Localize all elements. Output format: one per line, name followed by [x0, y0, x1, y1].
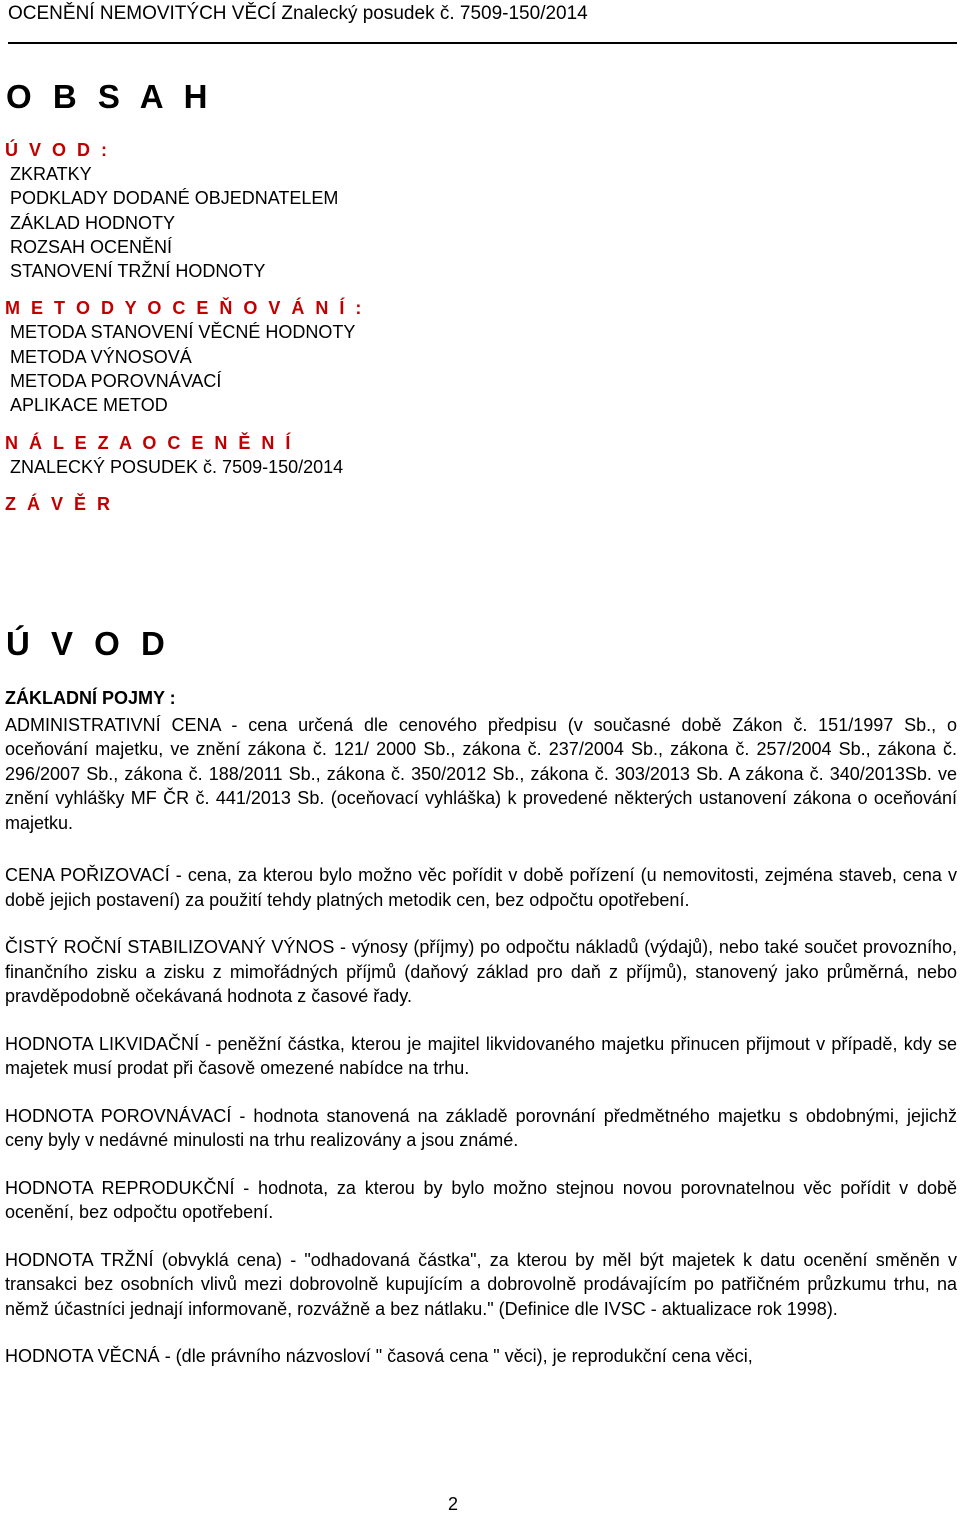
definition-paragraph: HODNOTA VĚCNÁ - (dle právního názvosloví " časová cena " věci), je reprodukční cena věci,	[5, 1346, 753, 1366]
toc-item: PODKLADY DODANÉ OBJEDNATELEM	[10, 188, 339, 209]
paragraph-administrative-price: ADMINISTRATIVNÍ CENA - cena určená dle cenového předpisu (v současné době Zákon č. 151/1997 Sb., o oceňování majetku, ve znění zákona č. 121/ 2000 Sb., zákona č. 237/2004 Sb., zákona č. 257/2004 Sb., zákona č. 296/2007 Sb., zákona č. 188/2011 Sb., zákona č. 350/2012 Sb., zákona č. 303/2013 Sb. A zákona č. 340/2013Sb. ve znění vyhlášky MF ČR č. 441/2013 Sb. (oceňovací vyhláška) k provedené některých ustanovení zákona o oceňování majetku.	[5, 714, 957, 833]
toc-item: ZNALECKÝ POSUDEK č. 7509-150/2014	[10, 456, 344, 477]
toc-heading-uvod: Ú V O D :	[5, 140, 111, 160]
toc-heading-nalez: N Á L E Z A O C E N Ě N Í	[5, 432, 294, 453]
definition-paragraph: HODNOTA POROVNÁVACÍ - hodnota stanovená na základě porovnání předmětného majetku s obdobnými, jejichž ceny byly v nedávné minulosti na trhu realizovány a jsou známé.	[5, 1105, 957, 1150]
definition-paragraph: HODNOTA TRŽNÍ (obvyklá cena) - "odhadovaná částka", za kterou by měl být majetek k datu ocenění směněn v transakci bez osobních vlivů mezi dobrovolně kupujícím a dobrovolně prodávajícím po patřičném průzkumu trhu, na němž účastníci jednají informovaně, rozvážně a bez nátlaku." (Definice dle IVSC - aktualizace rok 1998).	[5, 1249, 957, 1319]
page-number: 2	[447, 1494, 458, 1514]
table-of-contents	[5, 138, 955, 516]
toc-heading-zaver: Z Á V Ě R	[5, 493, 114, 514]
toc-item: ZÁKLAD HODNOTY	[10, 212, 176, 233]
definition-paragraph: ČISTÝ ROČNÍ STABILIZOVANÝ VÝNOS - výnosy (příjmy) po odpočtu nákladů (výdajů), nebo také součet provozního, finančního zisku a zisku z mimořádných příjmů (daňový základ pro daň z příjmů), stanovený jako průměrná, nebo pravděpodobně očekávaná hodnota z časové řady.	[5, 937, 957, 1006]
toc-item: ZKRATKY	[10, 164, 92, 184]
subheading-basic-terms: ZÁKLADNÍ POJMY :	[5, 688, 176, 708]
section-title-uvod: Ú V O D	[6, 625, 171, 662]
toc-item: METODA POROVNÁVACÍ	[10, 371, 222, 392]
toc-heading-metody: M E T O D Y O C E Ň O V Á N Í :	[5, 298, 365, 319]
toc-item: STANOVENÍ TRŽNÍ HODNOTY	[10, 261, 266, 282]
body-text	[5, 686, 957, 1392]
toc-item: METODA VÝNOSOVÁ	[10, 346, 192, 367]
definition-paragraph: CENA POŘIZOVACÍ - cena, za kterou bylo možno věc pořídit v době pořízení (u nemovitosti, zejména staveb, cena v době jejich postavení) za použití tehdy platných metodik cen, bez odpočtu opotřebení.	[5, 865, 957, 910]
running-header: OCENĚNÍ NEMOVITÝCH VĚCÍ Znalecký posudek č. 7509-150/2014	[8, 3, 588, 24]
toc-item: ROZSAH OCENĚNÍ	[10, 236, 173, 257]
toc-item: METODA STANOVENÍ VĚCNÉ HODNOTY	[10, 322, 356, 343]
header-rule	[8, 42, 957, 44]
definition-paragraph: HODNOTA REPRODUKČNÍ - hodnota, za kterou by bylo možno stejnou novou porovnatelnou věc pořídit v době ocenění, bez odpočtu opotřebení.	[5, 1177, 957, 1222]
toc-item: APLIKACE METOD	[10, 395, 168, 416]
definition-paragraph: HODNOTA LIKVIDAČNÍ - peněžní částka, kterou je majitel likvidovaného majetku přinucen přijmout v případě, kdy se majetek musí prodat při časově omezené nabídce na trhu.	[5, 1033, 957, 1078]
toc-title: O B S A H	[6, 78, 214, 115]
